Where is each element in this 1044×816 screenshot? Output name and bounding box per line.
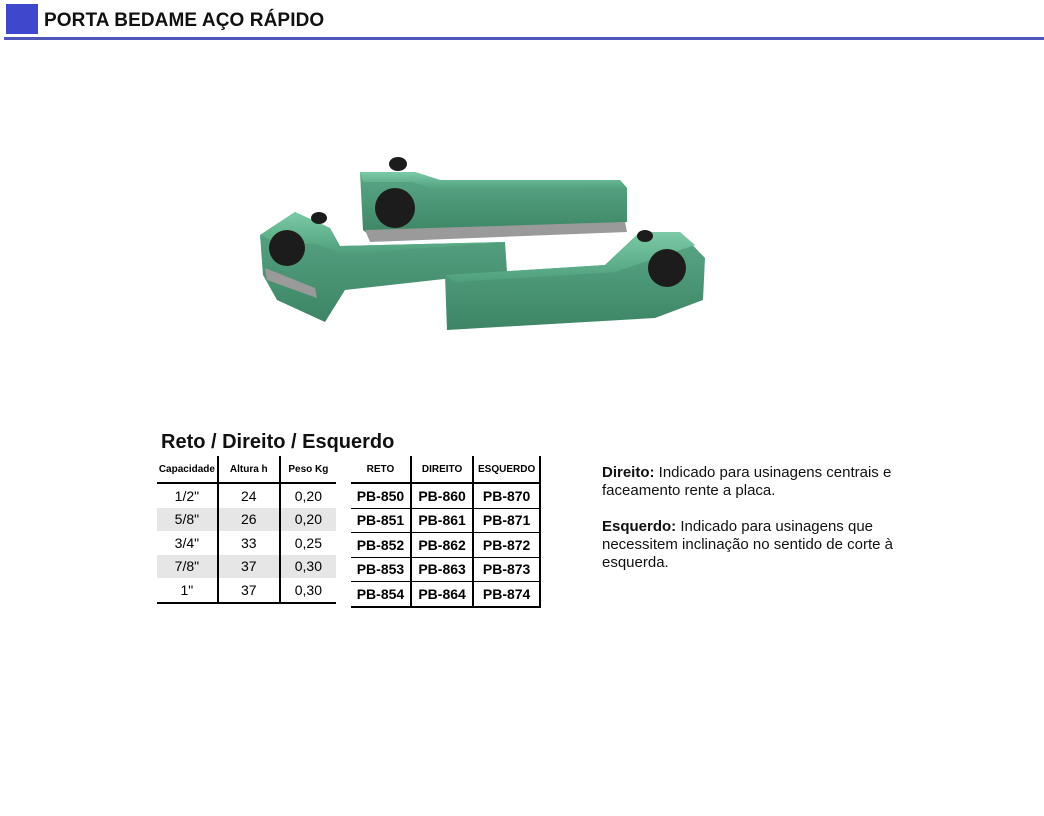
table-row xyxy=(157,508,336,532)
table-cell: 0,20 xyxy=(294,487,322,504)
direito-text: Indicado para usinagens centrais e faceamento rente a placa. xyxy=(602,464,892,499)
table-cell: PB-870 xyxy=(482,487,531,504)
header-accent-square xyxy=(6,4,38,34)
straight-holder-shape xyxy=(360,157,627,242)
table-cell: 1/2" xyxy=(157,483,218,508)
table-row xyxy=(351,508,540,533)
table-cell: 0,30 xyxy=(294,581,322,598)
table-cell: PB-854 xyxy=(351,582,411,607)
table-cell: PB-872 xyxy=(473,533,540,558)
table-cell: PB-860 xyxy=(411,483,473,508)
table-row xyxy=(157,578,336,603)
table-cell: PB-863 xyxy=(411,557,473,582)
table-cell: 3/4" xyxy=(157,531,218,555)
table-cell: PB-851 xyxy=(351,508,411,533)
table-row xyxy=(351,483,540,508)
esquerdo-label: Esquerdo: xyxy=(602,518,677,535)
table-cell: PB-862 xyxy=(411,533,473,558)
table-cell: 37 xyxy=(218,555,280,579)
table-cell: 7/8" xyxy=(157,555,218,579)
dimensions-table xyxy=(157,456,336,604)
table-row xyxy=(351,557,540,582)
esquerdo-note xyxy=(602,518,902,572)
table-cell: 26 xyxy=(218,508,280,532)
codes-header-row xyxy=(351,456,540,483)
table-cell: 37 xyxy=(218,578,280,603)
page-header xyxy=(0,0,1044,42)
table-row xyxy=(157,531,336,555)
table-cell: PB-871 xyxy=(473,508,540,533)
table-row xyxy=(351,533,540,558)
table-cell: PB-850 xyxy=(351,483,411,508)
esquerdo-text: Indicado para usinagens que necessitem inclinação no sentido de corte à esquerda. xyxy=(602,518,894,571)
table-row xyxy=(351,582,540,607)
table-cell: PB-853 xyxy=(351,557,411,582)
direito-label: Direito: xyxy=(602,464,655,481)
page-title: PORTA BEDAME AÇO RÁPIDO xyxy=(44,10,325,31)
table-cell: 5/8" xyxy=(157,508,218,532)
column-header: DIREITO xyxy=(411,456,473,483)
header-rule xyxy=(4,37,1044,40)
table-cell: PB-874 xyxy=(473,582,540,607)
column-header: Altura h xyxy=(218,456,280,483)
usage-notes xyxy=(602,464,902,590)
column-header: RETO xyxy=(351,456,411,483)
column-header: ESQUERDO xyxy=(473,456,540,483)
table-row xyxy=(157,483,336,508)
table-cell: PB-864 xyxy=(411,582,473,607)
table-cell: 0,30 xyxy=(280,555,336,579)
table-cell: 33 xyxy=(218,531,280,555)
table-cell: PB-861 xyxy=(411,508,473,533)
table-cell: 0,20 xyxy=(280,508,336,532)
codes-table xyxy=(351,456,541,608)
table-cell: PB-852 xyxy=(351,533,411,558)
table-cell: 1" xyxy=(157,578,218,603)
tool-holder-illustration xyxy=(255,150,710,340)
dimensions-header-row xyxy=(157,456,336,483)
table-row xyxy=(157,555,336,579)
column-header: Capacidade xyxy=(157,456,218,483)
table-cell: 0,25 xyxy=(294,534,322,551)
table-cell: PB-873 xyxy=(473,557,540,582)
direito-note xyxy=(602,464,902,500)
column-header: Peso Kg xyxy=(280,456,336,483)
table-heading: Reto / Direito / Esquerdo xyxy=(161,431,395,453)
table-cell: 24 xyxy=(218,483,280,508)
